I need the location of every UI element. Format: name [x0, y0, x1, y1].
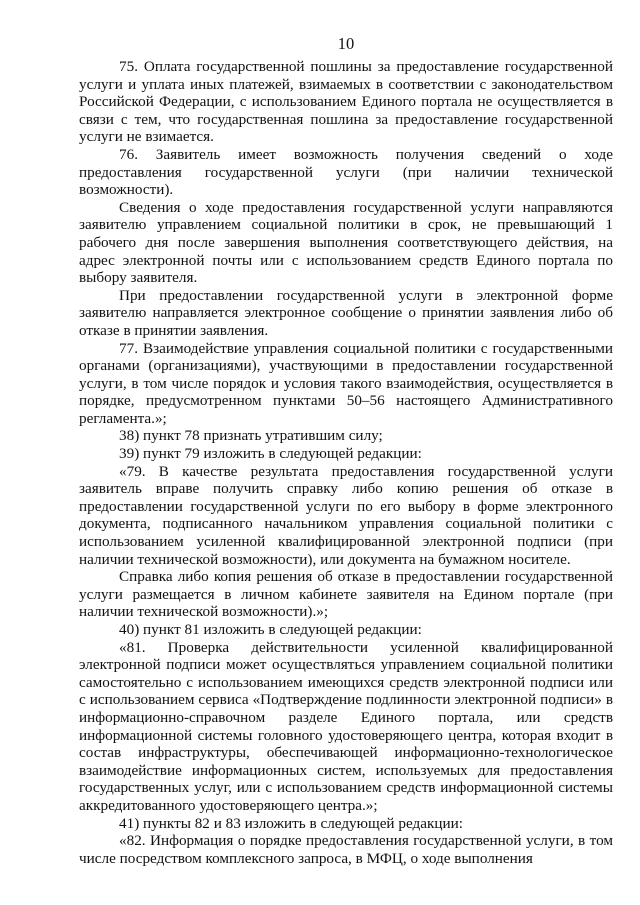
paragraph-76-status-info: Сведения о ходе предоставления государственной услуги направляются заявителю управлением социальной политики в срок, не превышающий 1 рабочего дня после завершения выполнения соответствующего действия, на адрес электронной почты или с использованием средств Единого портала по выбору заявителя. [79, 198, 613, 287]
paragraph-79: «79. В качестве результата предоставления государственной услуги заявитель вправе получить справку либо копию решения об отказе в предоставлении государственной услуги по его выбору в форме электронного документа, подписанного начальником управления социальной политики с использованием усиленной квалифицированной электронной подписи (при наличии технической возможности), или документа на бумажном носителе. [79, 462, 613, 568]
document-page [79, 34, 613, 867]
paragraph-82: «82. Информация о порядке предоставления государственной услуги, в том числе посредством комплексного запроса, в МФЦ, о ходе выполнения [79, 832, 613, 867]
paragraph-75: 75. Оплата государственной пошлины за предоставление государственной услуги и уплата иных платежей, взимаемых в соответствии с законодательством Российской Федерации, с использованием Единого портала не осуществляется в связи с тем, что государственная пошлина за предоставление государственной услуги не взимается. [79, 58, 613, 146]
paragraph-81: «81. Проверка действительности усиленной квалифицированной электронной подписи может осуществляться управлением социальной политики самостоятельно с использованием имеющихся средств электронной подписи или с использованием сервиса «Подтверждение подлинности электронной подписи» в информационно-справочном разделе Единого портала, или средств информационной системы головного удостоверяющего центра, которая входит в состав инфраструктуры, обеспечивающей информационно-технологическое взаимодействие информационных систем, используемых для предоставления государственных услуг, или с использованием средств информационной системы аккредитованного удостоверяющего центра.»; [79, 638, 613, 814]
page-number: 10 [337, 34, 355, 53]
paragraph-79-personal-account: Справка либо копия решения об отказе в предоставлении государственной услуги размещается в личном кабинете заявителя на Едином портале (при наличии технической возможности).»; [79, 568, 613, 621]
amendment-41: 41) пункты 82 и 83 изложить в следующей редакции: [119, 814, 463, 832]
paragraph-76-electronic-message: При предоставлении государственной услуги в электронной форме заявителю направляется электронное сообщение о принятии заявления либо об отказе в принятии заявления. [79, 286, 613, 339]
amendment-40: 40) пункт 81 изложить в следующей редакции: [119, 621, 422, 638]
paragraph-76: 76. Заявитель имеет возможность получения сведений о ходе предоставления государственной услуги (при наличии технической возможности). [79, 145, 613, 199]
paragraph-77: 77. Взаимодействие управления социальной политики с государственными органами (организациями), участвующими в предоставлении государственной услуги, в том числе порядок и условия такого взаимодействия, осуществляется в порядке, предусмотренном пунктами 50–56 настоящего Административного регламента.»; [79, 339, 613, 427]
amendment-38: 38) пункт 78 признать утратившим силу; [119, 427, 383, 445]
amendment-39: 39) пункт 79 изложить в следующей редакции: [119, 445, 422, 463]
